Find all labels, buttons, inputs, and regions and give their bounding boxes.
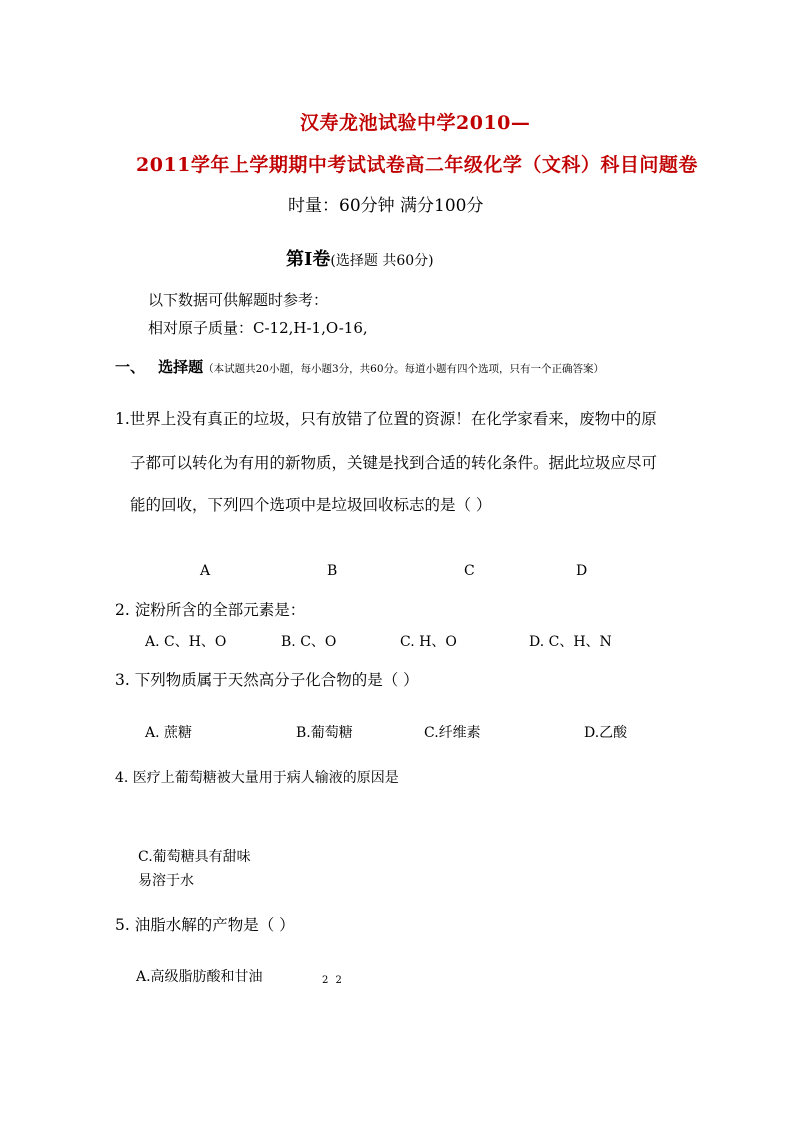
question-3-option-a: A. 蔗糖 [145,725,193,741]
question-1-option-a: A [200,563,211,579]
part1-heading [286,245,434,271]
exam-title-line1: 汉寿龙池试验中学2010— [300,112,531,134]
part1-subtitle: (选择题 共60分) [330,253,434,269]
question-4-stem: 4. 医疗上葡萄糖被大量用于病人输液的原因是 [115,770,399,786]
question-5-fragment: 2 2 [322,975,344,986]
question-3-option-d: D.乙酸 [584,725,628,741]
question-3-stem: 3. 下列物质属于天然高分子化合物的是（ ） [115,671,419,689]
exam-time-info: 时量：60分钟 满分100分 [288,196,484,216]
question-4-fragment: 易溶于水 [138,873,194,889]
section1-heading [115,356,604,377]
question-2-stem: 2. 淀粉所含的全部元素是： [115,601,306,619]
question-5-option-a: A.高级脂肪酸和甘油 [136,969,263,985]
section1-number: 一、 [115,358,146,376]
question-1-option-c: C [464,563,475,579]
reference-line1: 以下数据可供解题时参考： [148,291,329,309]
question-3-option-b: B.葡萄糖 [296,725,353,741]
question-1-line3: 能的回收，下列四个选项中是垃圾回收标志的是（ ） [130,496,492,514]
question-1-line1: 1.世界上没有真正的垃圾，只有放错了位置的资源！在化学家看来，废物中的原 [115,410,657,428]
question-5-stem: 5. 油脂水解的产物是（ ） [115,916,295,934]
question-4-option-c: C.葡萄糖具有甜味 [138,849,251,865]
part1-title: 第Ⅰ卷 [286,249,331,270]
question-2-option-d: D. C、H、N [529,634,612,650]
reference-line2: 相对原子质量：C-12,H-1,O-16, [148,319,368,337]
question-2-option-b: B. C、O [281,634,337,650]
question-1-option-b: B [327,563,338,579]
question-1-option-d: D [576,563,588,579]
section1-note: （本试题共20小题，每小题3分，共60分。每道小题有四个选项，只有一个正确答案） [203,363,605,375]
section1-title: 选择题 [158,358,204,376]
question-1-line2: 子都可以转化为有用的新物质，关键是找到合适的转化条件。据此垃圾应尽可 [130,454,658,472]
exam-title-line2: 2011学年上学期期中考试试卷高二年级化学（文科）科目问题卷 [136,154,698,176]
question-2-option-a: A. C、H、O [145,634,227,650]
question-3-option-c: C.纤维素 [424,725,481,741]
question-2-option-c: C. H、O [400,634,457,650]
